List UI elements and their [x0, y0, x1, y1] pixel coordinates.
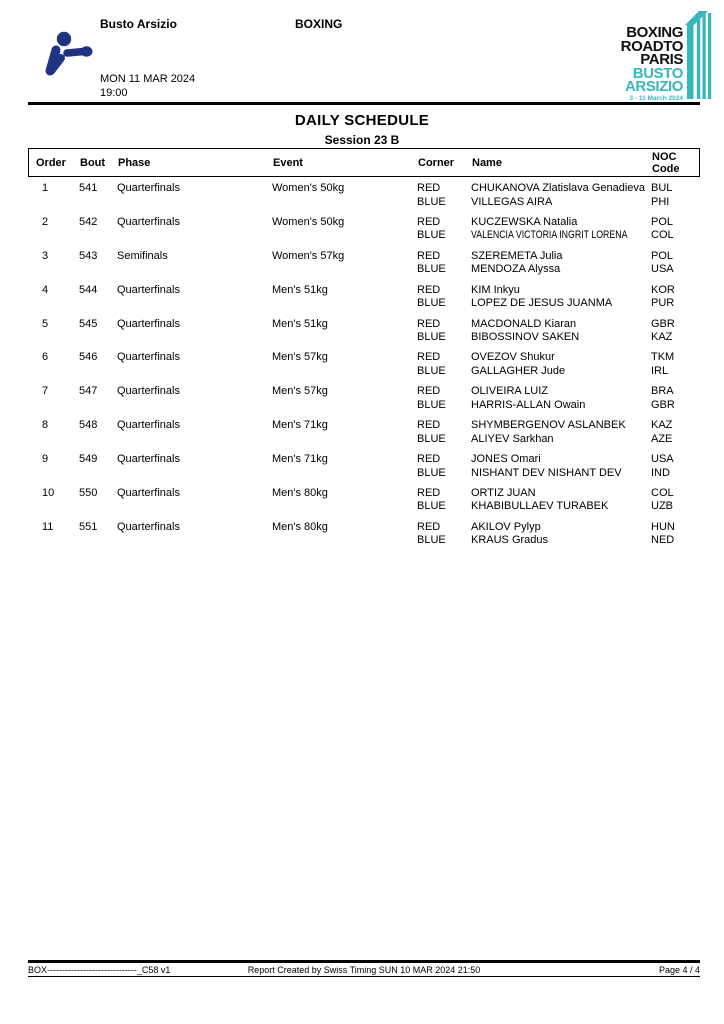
footer-report-code: BOX------------------------------_C58 v1	[28, 964, 171, 975]
bout-row	[28, 521, 700, 548]
red-name: AKILOV Pylyp	[471, 520, 541, 533]
bout-row	[28, 318, 700, 345]
red-corner-label: RED	[417, 385, 441, 398]
event-cell: Men's 51kg	[272, 283, 328, 296]
corner-cell	[417, 521, 471, 548]
noc-cell	[649, 385, 700, 412]
red-corner-label: RED	[417, 182, 441, 194]
event-cell: Men's 51kg	[272, 317, 328, 330]
order-cell: 10	[42, 486, 55, 499]
red-noc: HUN	[651, 520, 675, 533]
red-name: OVEZOV Shukur	[471, 351, 555, 364]
blue-name: HARRIS-ALLAN Owain	[471, 398, 586, 411]
bout-number-cell: 542	[79, 215, 98, 228]
blue-corner-label: BLUE	[417, 432, 446, 445]
phase-cell: Quarterfinals	[117, 283, 180, 296]
bout-number-cell: 550	[79, 486, 98, 499]
order-cell: 4	[42, 283, 49, 296]
red-corner-label: RED	[417, 317, 441, 330]
name-cell	[471, 250, 649, 277]
phase-cell: Quarterfinals	[117, 419, 180, 432]
order-cell: 6	[42, 351, 49, 364]
bout-number-cell: 545	[79, 317, 98, 330]
event-cell: Men's 71kg	[272, 419, 328, 432]
noc-cell	[649, 487, 700, 514]
corner-cell	[417, 351, 471, 378]
footer-report-info: Report Created by Swiss Timing SUN 10 MAR 2024 21:50	[247, 964, 481, 975]
red-name: OLIVEIRA LUIZ	[471, 385, 549, 398]
session-time: 19:00	[100, 87, 128, 99]
bout-number-cell: 549	[79, 453, 98, 465]
corner-cell	[417, 318, 471, 345]
blue-corner-label: BLUE	[417, 263, 446, 276]
logo-line-busto: BUSTO	[632, 64, 683, 82]
blue-corner-label: BLUE	[417, 500, 446, 513]
red-corner-label: RED	[417, 453, 441, 465]
red-corner-label: RED	[417, 283, 441, 296]
red-corner-label: RED	[417, 520, 441, 533]
blue-name: ALIYEV Sarkhan	[471, 432, 554, 445]
schedule-rows	[28, 182, 700, 555]
bout-number-cell: 551	[79, 520, 98, 533]
session-subtitle: Session 23 B	[324, 133, 400, 147]
bout-row	[28, 351, 700, 378]
event-cell: Men's 71kg	[272, 453, 328, 465]
order-cell: 5	[42, 317, 49, 330]
noc-cell	[649, 419, 700, 446]
noc-cell	[649, 182, 700, 209]
blue-noc: GBR	[651, 398, 675, 411]
blue-noc: AZE	[651, 432, 673, 445]
phase-cell: Quarterfinals	[117, 182, 180, 194]
red-noc: BUL	[651, 182, 673, 194]
name-cell	[471, 182, 649, 209]
event-cell: Women's 50kg	[272, 215, 345, 228]
schedule-table-header	[28, 148, 700, 177]
bout-row	[28, 385, 700, 412]
corner-cell	[417, 216, 471, 243]
phase-cell: Quarterfinals	[117, 215, 180, 228]
col-header-corner: Corner	[418, 156, 455, 169]
blue-corner-label: BLUE	[417, 195, 446, 208]
order-cell: 1	[42, 182, 49, 194]
bout-number-cell: 546	[79, 351, 98, 364]
event-logo-text	[621, 10, 683, 103]
col-header-phase: Phase	[118, 156, 151, 169]
corner-cell	[417, 453, 471, 480]
blue-name: MENDOZA Alyssa	[471, 263, 561, 276]
venue-name: Busto Arsizio	[100, 17, 177, 31]
order-cell: 7	[42, 385, 49, 398]
bout-row	[28, 453, 700, 480]
bout-row	[28, 216, 700, 243]
red-name: SZEREMETA Julia	[471, 249, 563, 262]
order-cell: 11	[42, 520, 54, 533]
red-name: JONES Omari	[471, 453, 541, 465]
blue-noc: USA	[651, 263, 674, 276]
bout-number-cell: 543	[79, 249, 98, 262]
blue-name: NISHANT DEV NISHANT DEV	[471, 466, 622, 479]
red-name: MACDONALD Kiaran	[471, 317, 577, 330]
corner-cell	[417, 250, 471, 277]
sport-name: BOXING	[295, 17, 343, 31]
name-cell	[471, 487, 649, 514]
bout-row	[28, 284, 700, 311]
name-cell	[471, 351, 649, 378]
logo-line-boxing: BOXING	[626, 24, 683, 41]
blue-name: GALLAGHER Jude	[471, 364, 566, 377]
phase-cell: Quarterfinals	[117, 520, 180, 533]
red-name: ORTIZ JUAN	[471, 486, 536, 499]
name-cell	[471, 521, 649, 548]
blue-corner-label: BLUE	[417, 466, 446, 479]
red-noc: POL	[651, 215, 674, 228]
blue-noc: COL	[651, 229, 674, 242]
name-cell	[471, 419, 649, 446]
name-cell	[471, 453, 649, 480]
noc-cell	[649, 521, 700, 548]
col-header-noc	[650, 151, 701, 175]
report-footer	[28, 960, 700, 977]
phase-cell: Quarterfinals	[117, 453, 180, 465]
logo-tower-icon	[685, 10, 712, 103]
blue-corner-label: BLUE	[417, 534, 446, 547]
red-noc: USA	[651, 453, 674, 465]
blue-corner-label: BLUE	[417, 297, 446, 310]
name-cell	[471, 385, 649, 412]
phase-cell: Quarterfinals	[117, 486, 180, 499]
red-noc: TKM	[651, 351, 675, 364]
noc-cell	[649, 250, 700, 277]
blue-noc: KAZ	[651, 331, 673, 344]
corner-cell	[417, 487, 471, 514]
corner-cell	[417, 182, 471, 209]
phase-cell: Quarterfinals	[117, 385, 180, 398]
blue-name: LOPEZ DE JESUS JUANMA	[471, 297, 613, 310]
event-cell: Men's 80kg	[272, 520, 328, 533]
corner-cell	[417, 419, 471, 446]
red-name: KUCZEWSKA Natalia	[471, 215, 578, 228]
noc-cell	[649, 284, 700, 311]
bout-row	[28, 487, 700, 514]
bout-row	[28, 182, 700, 209]
corner-cell	[417, 385, 471, 412]
blue-name: VILLEGAS AIRA	[471, 195, 553, 208]
phase-cell: Quarterfinals	[117, 317, 180, 330]
bout-number-cell: 544	[79, 283, 98, 296]
logo-line-arsizio: ARSIZIO	[624, 78, 683, 95]
order-cell: 3	[42, 249, 49, 262]
page-title: DAILY SCHEDULE	[294, 112, 430, 129]
phase-cell: Semifinals	[117, 249, 168, 262]
col-header-bout: Bout	[80, 156, 106, 169]
red-noc: KAZ	[651, 419, 673, 432]
red-name: CHUKANOVA Zlatislava Genadieva	[471, 182, 646, 194]
col-header-order: Order	[36, 156, 66, 169]
bout-number-cell: 548	[79, 419, 98, 432]
blue-name: KHABIBULLAEV TURABEK	[471, 500, 609, 513]
noc-cell	[649, 453, 700, 480]
event-cell: Women's 57kg	[272, 249, 345, 262]
blue-name: KRAUS Gradus	[471, 534, 549, 547]
blue-corner-label: BLUE	[417, 364, 446, 377]
event-cell: Men's 57kg	[272, 351, 328, 364]
red-corner-label: RED	[417, 419, 441, 432]
blue-noc: PUR	[651, 297, 675, 310]
col-header-name: Name	[472, 156, 502, 169]
bout-number-cell: 547	[79, 385, 98, 398]
blue-noc: PHI	[651, 195, 670, 208]
blue-corner-label: BLUE	[417, 398, 446, 411]
blue-name: BIBOSSINOV SAKEN	[471, 331, 580, 344]
phase-cell: Quarterfinals	[117, 351, 180, 364]
red-corner-label: RED	[417, 249, 441, 262]
noc-cell	[649, 351, 700, 378]
blue-corner-label: BLUE	[417, 229, 446, 242]
red-noc: GBR	[651, 317, 675, 330]
red-noc: POL	[651, 249, 674, 262]
blue-noc: IND	[651, 466, 670, 479]
event-cell: Women's 50kg	[272, 182, 345, 194]
footer-page-number: Page 4 / 4	[658, 964, 700, 975]
blue-noc: NED	[651, 534, 675, 547]
corner-cell	[417, 284, 471, 311]
red-noc: COL	[651, 486, 674, 499]
red-corner-label: RED	[417, 486, 441, 499]
red-name: SHYMBERGENOV ASLANBEK	[471, 419, 626, 432]
name-cell	[471, 216, 649, 243]
logo-line-roadto: ROADTO	[620, 37, 683, 55]
order-cell: 8	[42, 419, 49, 432]
bout-number-cell: 541	[79, 182, 98, 194]
event-cell: Men's 80kg	[272, 486, 328, 499]
bout-row	[28, 419, 700, 446]
red-corner-label: RED	[417, 215, 441, 228]
order-cell: 9	[42, 453, 49, 465]
blue-noc: UZB	[651, 500, 673, 513]
order-cell: 2	[42, 215, 49, 228]
noc-cell	[649, 216, 700, 243]
red-corner-label: RED	[417, 351, 441, 364]
col-header-event: Event	[273, 156, 303, 169]
event-logo	[621, 10, 712, 103]
col-header-noc-line2: Code	[652, 162, 680, 175]
col-header-noc-line1: NOC	[652, 150, 677, 163]
event-cell: Men's 57kg	[272, 385, 328, 398]
red-noc: KOR	[651, 283, 675, 296]
logo-event-dates: 3 - 11 March 2024	[629, 94, 683, 102]
bout-row	[28, 250, 700, 277]
logo-line-paris: PARIS	[640, 51, 683, 68]
blue-corner-label: BLUE	[417, 331, 446, 344]
red-name: KIM Inkyu	[471, 283, 520, 296]
noc-cell	[649, 318, 700, 345]
red-noc: BRA	[651, 385, 674, 398]
name-cell	[471, 284, 649, 311]
blue-name: VALENCIA VICTORIA INGRIT LORENA	[471, 229, 628, 242]
blue-noc: IRL	[651, 364, 669, 377]
session-date: MON 11 MAR 2024	[100, 73, 196, 85]
boxing-pictogram-icon	[38, 31, 94, 79]
name-cell	[471, 318, 649, 345]
header-divider	[28, 102, 700, 105]
